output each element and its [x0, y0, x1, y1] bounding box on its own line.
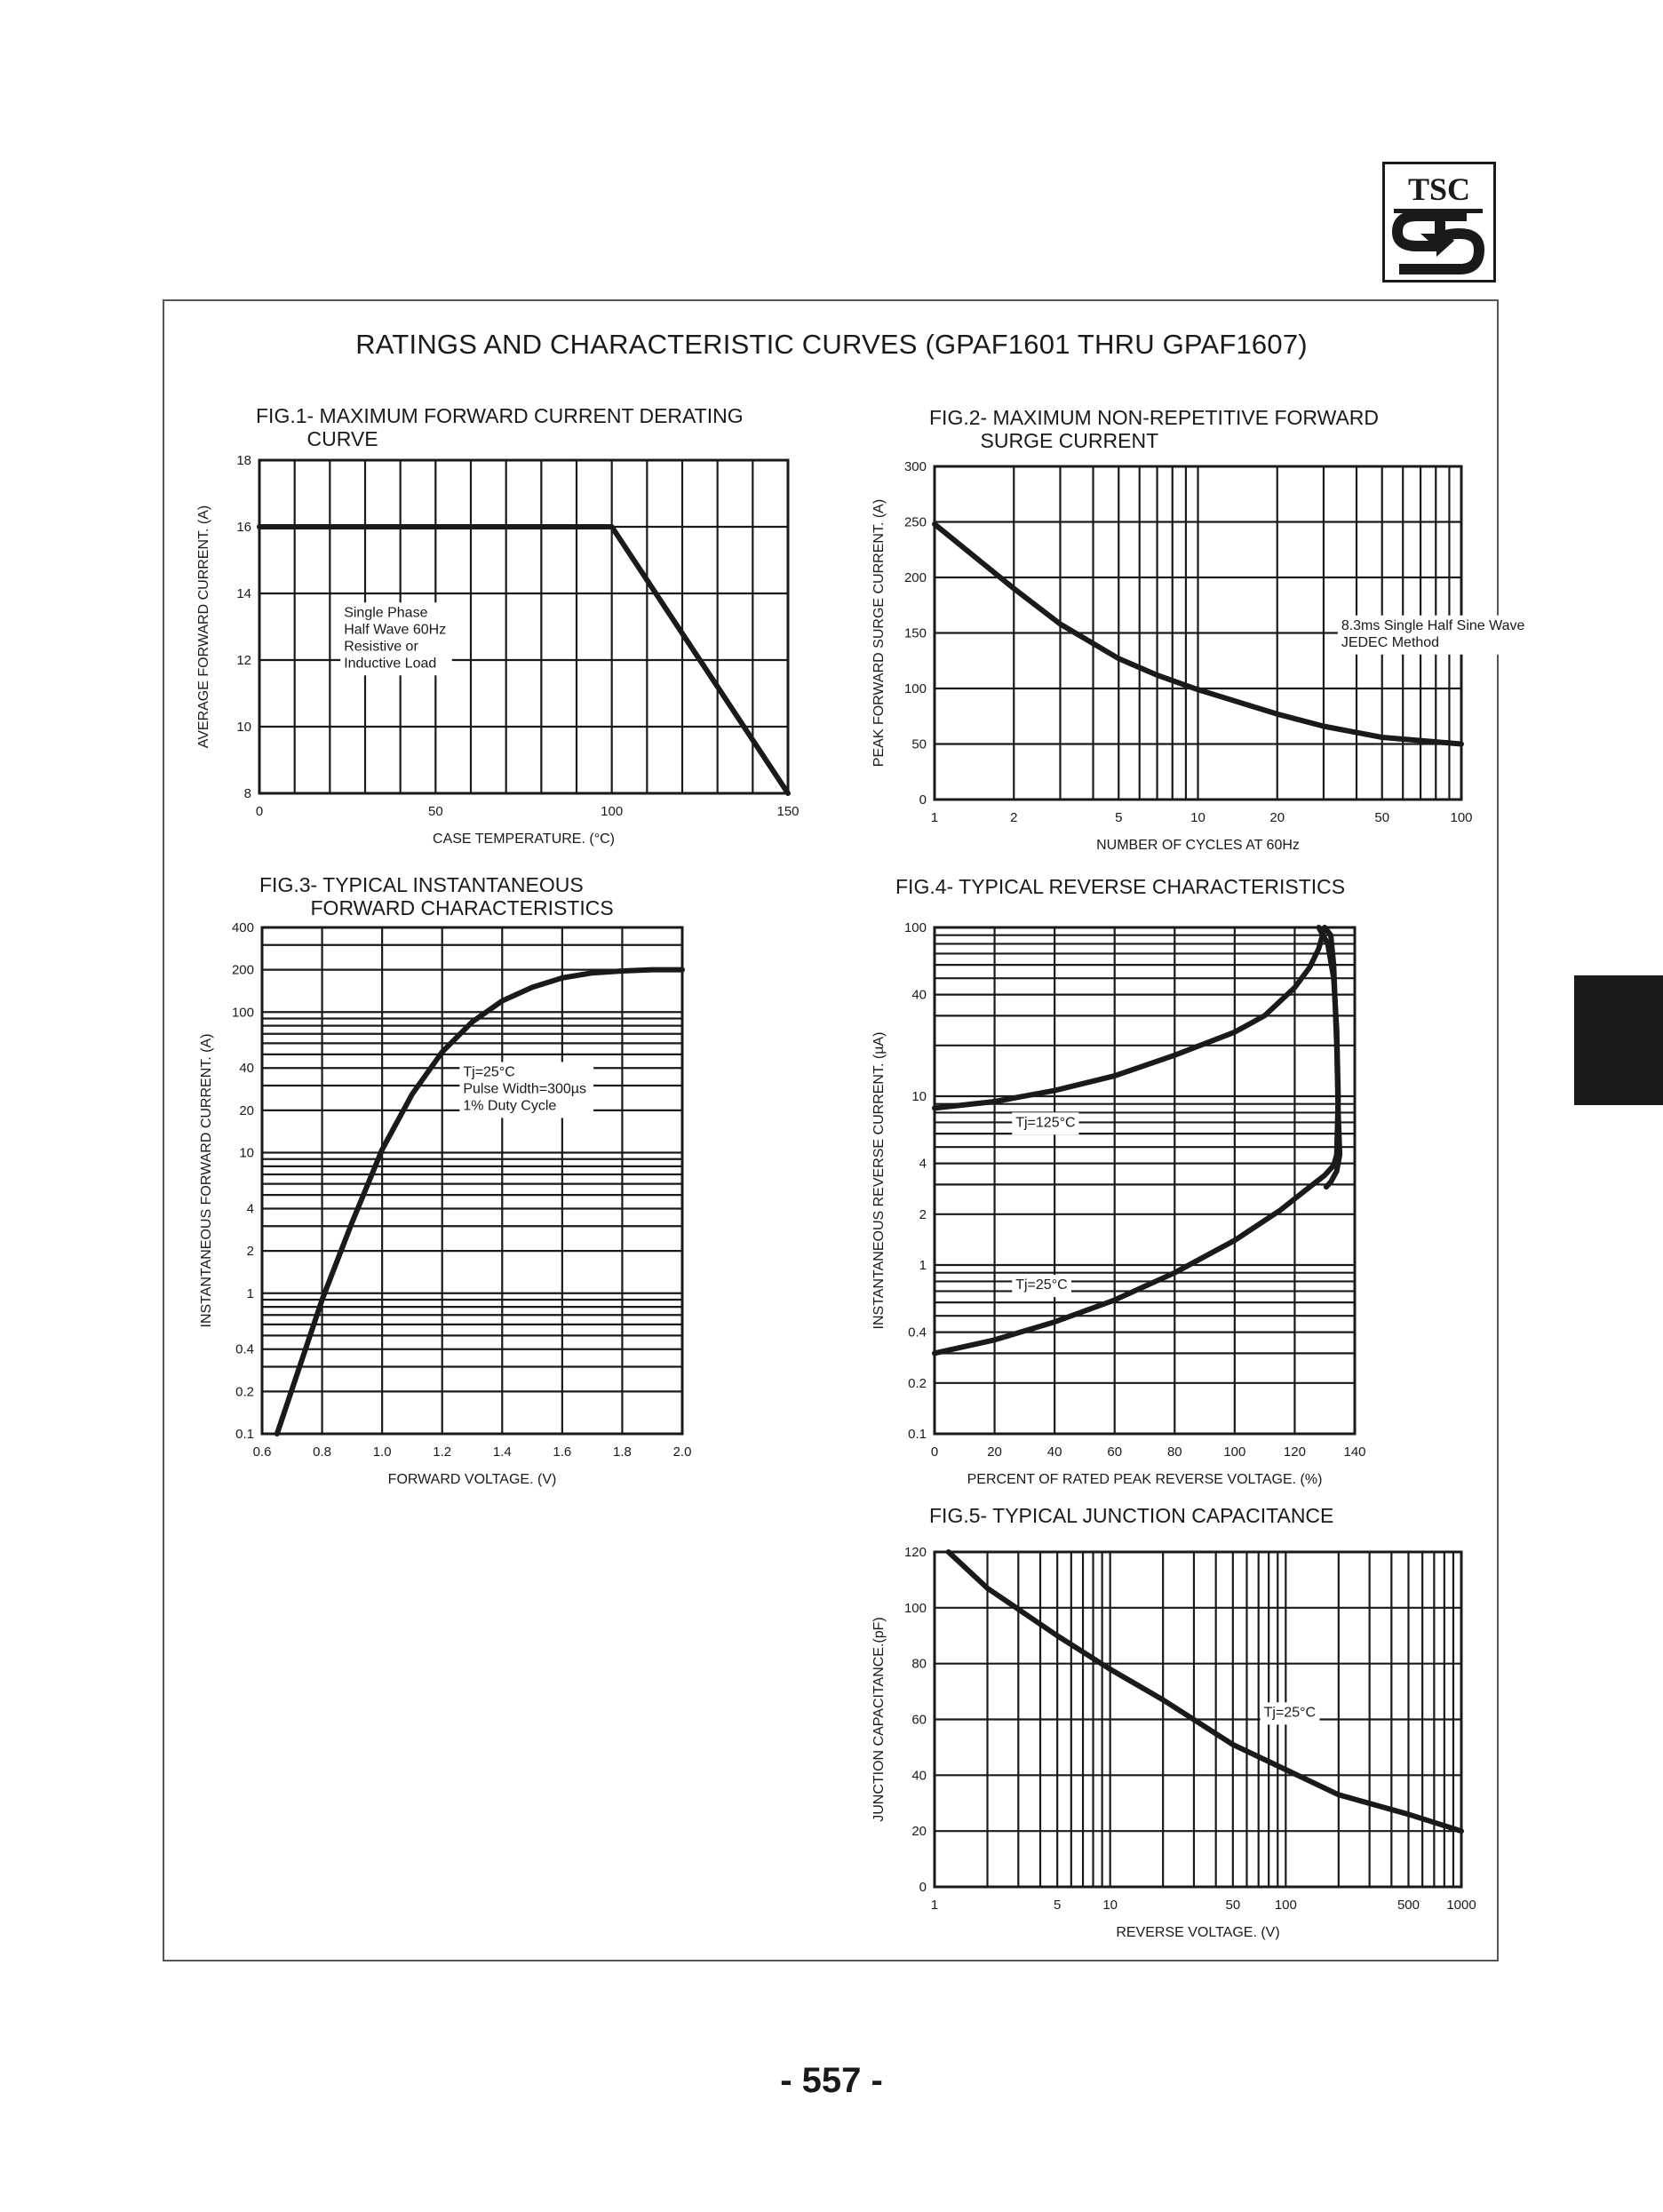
fig5-xlabel: REVERSE VOLTAGE. (V)	[1116, 1925, 1280, 1940]
page-number: - 557 -	[780, 2061, 883, 2100]
fig5-annotation-text: Tj=25°C	[1263, 1705, 1317, 1721]
page-title: RATINGS AND CHARACTERISTIC CURVES (GPAF1601 THRU GPAF1607)	[355, 329, 1308, 360]
fig4-xtick-label: 140	[1343, 1444, 1366, 1460]
fig4-xtick-label: 0	[930, 1444, 939, 1460]
fig4-ytick-label: 1	[919, 1258, 927, 1273]
fig4-plot-frame	[935, 927, 1355, 1434]
fig1-annotation-text: Half Wave 60Hz	[344, 622, 447, 638]
fig2-ytick-label: 150	[903, 625, 927, 641]
fig5-chart	[871, 1545, 1476, 1940]
fig1-ytick-label: 16	[236, 520, 251, 535]
fig3-xtick-label: 1.2	[433, 1444, 452, 1460]
fig2-annotation-text: 8.3ms Single Half Sine Wave	[1341, 617, 1525, 633]
fig3-ytick-label: 0.4	[235, 1341, 254, 1357]
fig1-xlabel: CASE TEMPERATURE. (°C)	[433, 831, 615, 847]
fig5-series-line-0	[949, 1552, 1461, 1831]
fig3-annotation-text: Pulse Width=300µs	[463, 1081, 586, 1097]
fig3-annotation-text: Tj=25°C	[463, 1064, 515, 1080]
fig4-xtick-label: 20	[987, 1444, 1002, 1460]
fig1-annotation-text: Inductive Load	[344, 656, 437, 672]
fig4-ytick-label: 4	[919, 1156, 927, 1172]
fig4-xtick-label: 120	[1283, 1444, 1306, 1460]
fig1-chart	[196, 453, 800, 847]
fig3-xtick-label: 0.6	[252, 1444, 272, 1460]
fig5-ytick-label: 20	[911, 1824, 927, 1840]
fig5-ytick-label: 40	[911, 1768, 927, 1784]
fig5-ytick-label: 80	[911, 1656, 927, 1672]
fig2-ytick-label: 50	[911, 736, 927, 752]
fig2-ytick-label: 100	[903, 681, 927, 696]
fig1-xtick-label: 50	[427, 804, 443, 819]
fig5-title: FIG.5- TYPICAL JUNCTION CAPACITANCE	[929, 1504, 1334, 1527]
logo-text: TSC	[1407, 171, 1471, 207]
fig1-xtick-label: 0	[255, 804, 264, 819]
fig3-xtick-label: 1.6	[553, 1444, 572, 1460]
fig3-xlabel: FORWARD VOLTAGE. (V)	[387, 1472, 557, 1487]
fig1-ytick-label: 14	[236, 586, 251, 601]
fig4-ytick-label: 0.4	[908, 1325, 927, 1341]
fig3-ytick-label: 1	[246, 1285, 254, 1301]
fig5-xtick-label: 5	[1053, 1898, 1062, 1913]
fig3-ytick-label: 0.2	[235, 1384, 254, 1400]
fig5-xtick-label: 1000	[1446, 1898, 1476, 1913]
fig3-ytick-label: 400	[231, 920, 254, 935]
fig1-plot-frame	[259, 460, 788, 793]
fig1-annotation-text: Resistive or	[344, 639, 418, 655]
fig1-ytick-label: 10	[236, 720, 251, 735]
fig1-ylabel: AVERAGE FORWARD CURRENT. (A)	[196, 505, 211, 749]
fig1-title: FIG.1- MAXIMUM FORWARD CURRENT DERATING CURVE	[256, 404, 744, 450]
fig1-ytick-label: 8	[243, 786, 251, 801]
fig3-ytick-label: 10	[239, 1145, 254, 1161]
fig4-ytick-label: 10	[911, 1089, 927, 1104]
fig3-ytick-label: 0.1	[235, 1427, 254, 1442]
fig4-xtick-label: 60	[1107, 1444, 1123, 1460]
fig3-xtick-label: 1.4	[492, 1444, 512, 1460]
fig5-ytick-label: 0	[919, 1880, 927, 1895]
fig2-ytick-label: 300	[903, 459, 927, 474]
fig2-xtick-label: 2	[1010, 810, 1018, 825]
fig1-ytick-label: 18	[236, 453, 251, 468]
fig5-xtick-label: 10	[1102, 1898, 1118, 1913]
fig2-xlabel: NUMBER OF CYCLES AT 60Hz	[1096, 838, 1300, 853]
fig5-xtick-label: 50	[1225, 1898, 1241, 1913]
fig3-ytick-label: 100	[231, 1005, 254, 1021]
fig5-xtick-label: 1	[930, 1898, 939, 1913]
fig4-annotation-text: Tj=125°C	[1015, 1115, 1076, 1131]
fig2-ytick-label: 0	[919, 792, 927, 808]
fig3-xtick-label: 0.8	[313, 1444, 332, 1460]
fig2-title: FIG.2- MAXIMUM NON-REPETITIVE FORWARD SURGE CURRENT	[929, 406, 1380, 452]
fig3-title: FIG.3- TYPICAL INSTANTANEOUS FORWARD CHARACTERISTICS	[259, 873, 614, 919]
fig4-xlabel: PERCENT OF RATED PEAK REVERSE VOLTAGE. (%)	[967, 1472, 1323, 1487]
fig1-ytick-label: 12	[236, 653, 251, 668]
fig5-ytick-label: 120	[903, 1545, 927, 1560]
fig2-ytick-label: 200	[903, 570, 927, 585]
fig4-xtick-label: 80	[1166, 1444, 1182, 1460]
fig3-chart	[199, 920, 691, 1487]
fig4-ytick-label: 0.2	[908, 1375, 927, 1391]
fig5-ylabel: JUNCTION CAPACITANCE.(pF)	[871, 1617, 887, 1822]
fig3-annotation-text: 1% Duty Cycle	[463, 1098, 557, 1114]
fig2-xtick-label: 50	[1374, 810, 1390, 825]
fig3-ytick-label: 4	[246, 1201, 254, 1217]
fig4-chart	[871, 920, 1366, 1487]
fig4-annotation-text: Tj=25°C	[1015, 1277, 1068, 1293]
fig4-ytick-label: 100	[903, 920, 927, 935]
fig4-xtick-label: 100	[1223, 1444, 1246, 1460]
fig4-ytick-label: 40	[911, 987, 927, 1003]
fig4-ytick-label: 2	[919, 1206, 927, 1222]
fig2-ylabel: PEAK FORWARD SURGE CURRENT. (A)	[871, 498, 887, 768]
fig3-xtick-label: 1.8	[612, 1444, 632, 1460]
fig1-xtick-label: 150	[776, 804, 800, 819]
fig4-ytick-label: 0.1	[908, 1427, 927, 1442]
fig3-xtick-label: 2.0	[672, 1444, 692, 1460]
fig5-ytick-label: 60	[911, 1712, 927, 1728]
fig3-plot-frame	[262, 927, 682, 1434]
fig3-ytick-label: 40	[239, 1061, 254, 1077]
fig3-ytick-label: 20	[239, 1102, 254, 1118]
fig2-xtick-label: 5	[1115, 810, 1123, 825]
fig2-xtick-label: 100	[1450, 810, 1473, 825]
fig4-xtick-label: 40	[1046, 1444, 1062, 1460]
fig4-title: FIG.4- TYPICAL REVERSE CHARACTERISTICS	[895, 875, 1346, 898]
fig5-ytick-label: 100	[903, 1600, 927, 1616]
fig5-xtick-label: 100	[1274, 1898, 1297, 1913]
fig5-xtick-label: 500	[1396, 1898, 1420, 1913]
fig4-ylabel: INSTANTANEOUS REVERSE CURRENT. (µA)	[871, 1031, 887, 1330]
fig2-ytick-label: 250	[903, 514, 927, 530]
fig2-xtick-label: 1	[930, 810, 939, 825]
fig2-chart	[871, 459, 1547, 853]
fig1-annotation-text: Single Phase	[344, 605, 428, 621]
fig2-annotation-text: JEDEC Method	[1341, 634, 1440, 650]
fig1-xtick-label: 100	[601, 804, 624, 819]
fig3-ytick-label: 2	[246, 1244, 254, 1260]
fig2-xtick-label: 20	[1269, 810, 1285, 825]
fig3-ytick-label: 200	[231, 962, 254, 978]
fig3-ylabel: INSTANTANEOUS FORWARD CURRENT. (A)	[199, 1033, 214, 1328]
fig2-xtick-label: 10	[1190, 810, 1205, 825]
fig3-xtick-label: 1.0	[372, 1444, 392, 1460]
